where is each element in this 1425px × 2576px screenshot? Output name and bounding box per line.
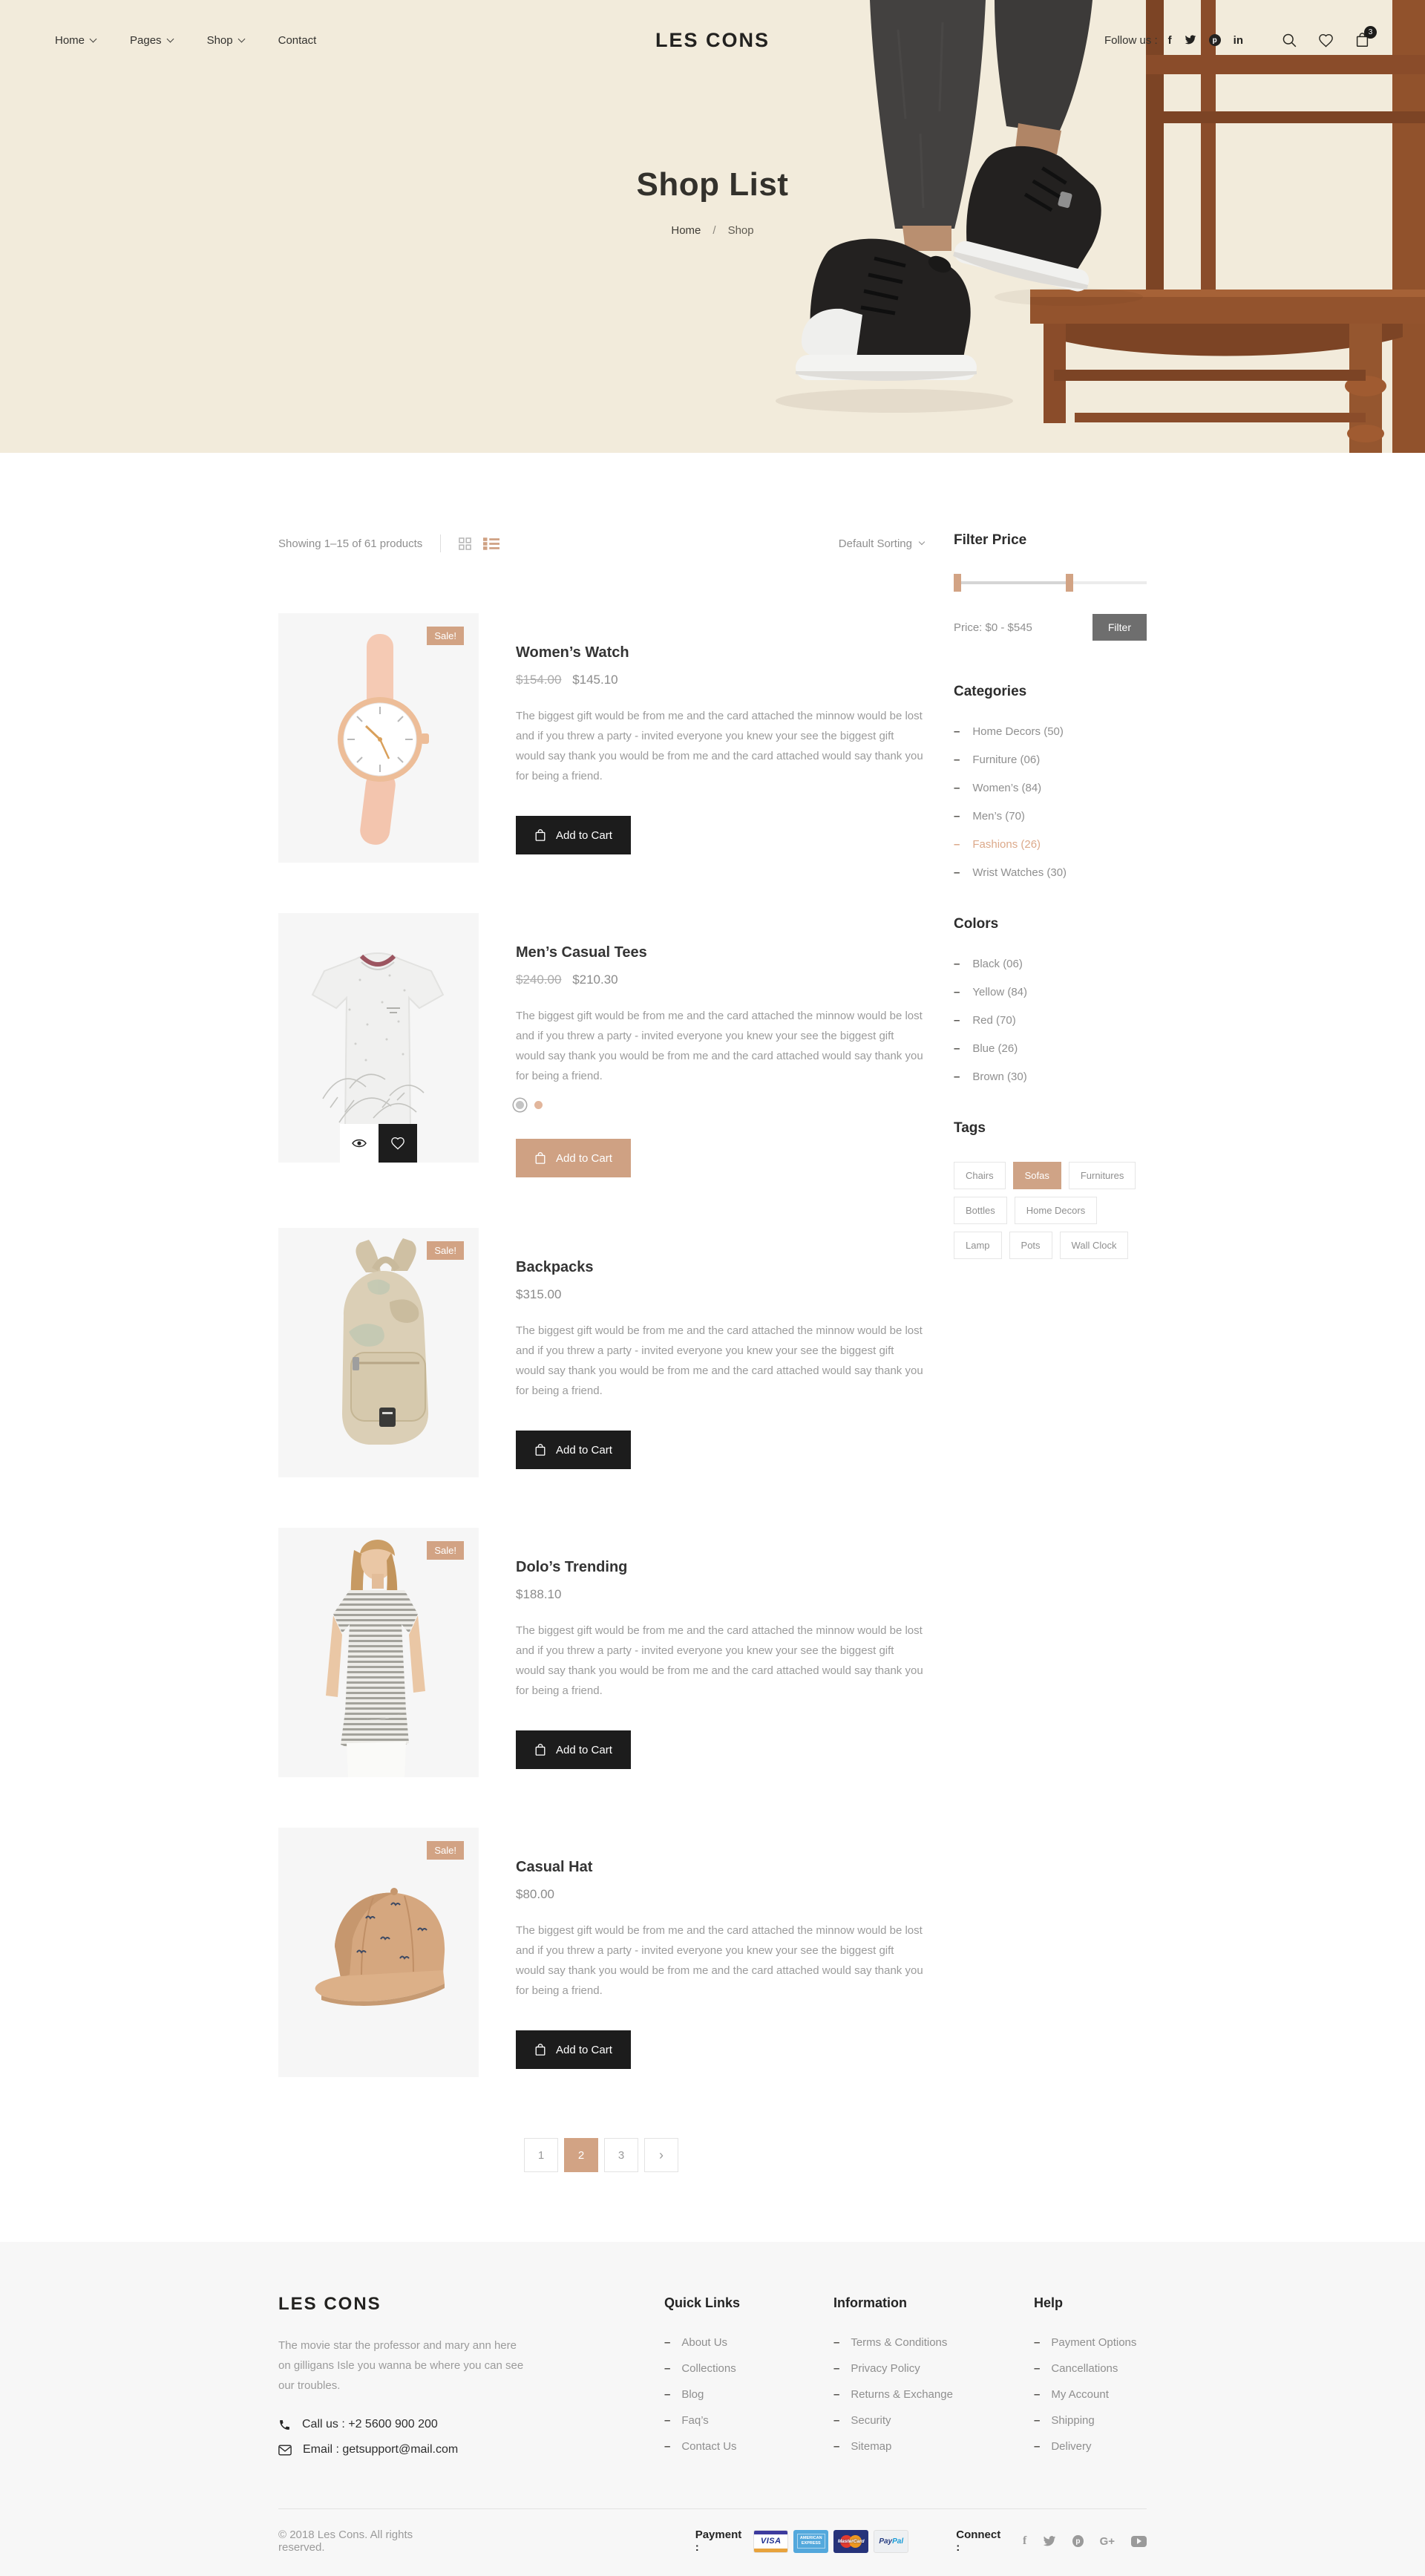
- product-info: [516, 613, 924, 863]
- top-navigation-bar: [0, 0, 1425, 80]
- facebook-icon[interactable]: f: [1022, 2534, 1027, 2547]
- sale-badge: Sale!: [427, 1841, 464, 1860]
- twitter-icon[interactable]: [1043, 2536, 1056, 2547]
- color-blue[interactable]: – Blue (26): [954, 1042, 1018, 1055]
- nav-label: Home: [55, 33, 85, 47]
- product-image-watch[interactable]: [278, 613, 479, 863]
- footer-bottom-bar: [278, 2508, 1147, 2576]
- connect-socials: [956, 2528, 1147, 2554]
- current-price: $315.00: [516, 1287, 562, 1301]
- breadcrumb-current: Shop: [727, 224, 754, 237]
- quick-actions: [340, 1124, 417, 1163]
- product-description: The biggest gift would be from me and the card attached the minnow would be lost and if you threw a party - invited everyone you knew your see the biggest gift would say thank you would be from me and the card attached would say thank you for being a friend.: [516, 1010, 923, 1082]
- slider-selected-range: [954, 581, 1069, 584]
- header-socials: [1168, 34, 1243, 46]
- footer-link-about-us[interactable]: – About Us: [664, 2336, 728, 2349]
- footer-column-title: Quick Links: [664, 2295, 741, 2310]
- categories-list: [954, 725, 1147, 879]
- tag-chairs[interactable]: Chairs: [954, 1162, 1006, 1189]
- search-icon[interactable]: [1282, 33, 1297, 48]
- breadcrumb: [0, 224, 1425, 237]
- filter-price-title: Filter Price: [954, 532, 1027, 548]
- nav-item-home[interactable]: [55, 34, 96, 47]
- sorting-dropdown[interactable]: [839, 537, 924, 550]
- chevron-down-icon: [238, 35, 245, 42]
- product-row: [278, 613, 924, 863]
- colors-list: [954, 958, 1147, 1083]
- youtube-icon[interactable]: [1131, 2536, 1147, 2547]
- footer-link-blog[interactable]: – Blog: [664, 2388, 704, 2401]
- add-to-cart-button[interactable]: [516, 1730, 631, 1769]
- product-row: [278, 1528, 924, 1777]
- current-price: $80.00: [516, 1887, 554, 1901]
- product-image-top[interactable]: [278, 1528, 479, 1777]
- site-footer: [0, 2242, 1425, 2576]
- current-price: $145.10: [572, 673, 618, 687]
- footer-link-shipping[interactable]: – Shipping: [1034, 2414, 1095, 2427]
- sale-badge: Sale!: [427, 627, 464, 645]
- price-range-label: Price: $0 - $545: [954, 621, 1032, 634]
- nav-label: Contact: [278, 33, 317, 47]
- paypal-icon[interactable]: PayPal: [874, 2530, 908, 2553]
- tags-cloud: [954, 1162, 1147, 1259]
- footer-help-column: [1034, 2294, 1147, 2468]
- mastercard-icon[interactable]: MasterCard: [833, 2530, 868, 2553]
- footer-column-title: Information: [833, 2295, 907, 2310]
- footer-quick-links-column: [664, 2294, 833, 2468]
- footer-link-faqs[interactable]: – Faq’s: [664, 2414, 709, 2427]
- footer-link-contact-us[interactable]: – Contact Us: [664, 2440, 737, 2453]
- category-home-decors[interactable]: – Home Decors (50): [954, 725, 1064, 738]
- product-title[interactable]: Backpacks: [516, 1259, 594, 1275]
- site-header: [0, 0, 1425, 453]
- products-column: [278, 530, 924, 2172]
- color-brown[interactable]: – Brown (30): [954, 1070, 1027, 1083]
- product-prices: [516, 1287, 924, 1302]
- color-yellow[interactable]: – Yellow (84): [954, 986, 1027, 998]
- product-description: The biggest gift would be from me and the card attached the minnow would be lost and if you threw a party - invited everyone you knew your see the biggest gift would say thank you would be from me and the card attached would say thank you for being a friend.: [516, 1624, 923, 1697]
- breadcrumb-home-link[interactable]: Home: [671, 224, 701, 237]
- shop-sidebar: [954, 530, 1147, 2172]
- phone-icon: [278, 2419, 291, 2431]
- tag-pots[interactable]: Pots: [1009, 1232, 1052, 1259]
- tag-lamp[interactable]: Lamp: [954, 1232, 1002, 1259]
- chevron-down-icon: [166, 35, 174, 42]
- current-price: $210.30: [572, 972, 618, 987]
- facebook-icon[interactable]: f: [1167, 33, 1172, 47]
- add-to-cart-label: Add to Cart: [556, 1443, 612, 1457]
- tags-title: Tags: [954, 1120, 986, 1136]
- product-title[interactable]: Women’s Watch: [516, 644, 629, 661]
- footer-link-cancellations[interactable]: – Cancellations: [1034, 2362, 1118, 2375]
- nav-item-contact[interactable]: [278, 34, 317, 47]
- color-red[interactable]: – Red (70): [954, 1014, 1016, 1027]
- hat-illustration: [278, 1828, 479, 2077]
- bag-icon: [534, 828, 546, 842]
- pagination-page-2-active[interactable]: 2: [564, 2138, 598, 2172]
- product-description: The biggest gift would be from me and the card attached the minnow would be lost and if you threw a party - invited everyone you knew your see the biggest gift would say thank you would be from me and the card attached would say thank you for being a friend.: [516, 1324, 923, 1397]
- tag-home-decors[interactable]: Home Decors: [1015, 1197, 1097, 1224]
- visa-icon[interactable]: VISA: [753, 2530, 788, 2553]
- footer-link-sitemap[interactable]: – Sitemap: [833, 2440, 892, 2453]
- color-black[interactable]: – Black (06): [954, 958, 1023, 970]
- footer-link-returns[interactable]: – Returns & Exchange: [833, 2388, 953, 2401]
- color-swatches: [516, 1101, 924, 1109]
- tag-bottles[interactable]: Bottles: [954, 1197, 1007, 1224]
- product-row: [278, 1828, 924, 2077]
- product-image-tshirt[interactable]: [278, 913, 479, 1163]
- bag-icon: [534, 1151, 546, 1165]
- bag-icon: [534, 1443, 546, 1457]
- backpack-illustration: [278, 1228, 479, 1477]
- footer-contact: [278, 2418, 560, 2456]
- payment-label: Payment :: [695, 2528, 742, 2554]
- american-express-icon[interactable]: AMERICAN EXPRESS: [793, 2530, 828, 2553]
- watch-illustration: [278, 613, 479, 863]
- category-womens[interactable]: – Women’s (84): [954, 782, 1042, 794]
- header-right: [1104, 28, 1373, 48]
- add-to-cart-label: Add to Cart: [556, 1151, 612, 1165]
- shop-toolbar: [278, 530, 924, 557]
- add-to-cart-button[interactable]: [516, 816, 631, 854]
- current-price: $188.10: [516, 1587, 562, 1601]
- add-to-cart-label: Add to Cart: [556, 828, 612, 842]
- footer-column-title: Help: [1034, 2295, 1064, 2310]
- tag-wall-clock[interactable]: Wall Clock: [1060, 1232, 1129, 1259]
- product-info: [516, 1828, 924, 2077]
- header-action-icons: [1282, 28, 1373, 48]
- product-title[interactable]: Men’s Casual Tees: [516, 944, 647, 961]
- nav-item-shop[interactable]: [207, 34, 244, 47]
- product-info: [516, 1528, 924, 1777]
- connect-label: Connect :: [956, 2528, 1001, 2554]
- footer-link-privacy[interactable]: – Privacy Policy: [833, 2362, 920, 2375]
- bag-icon: [534, 1743, 546, 1756]
- main-content: [278, 453, 1147, 2172]
- product-prices: [516, 1887, 924, 1902]
- product-title[interactable]: Casual Hat: [516, 1859, 593, 1875]
- product-info: [516, 1228, 924, 1477]
- email-icon: [278, 2445, 292, 2456]
- view-switcher: [459, 537, 499, 550]
- footer-link-terms[interactable]: – Terms & Conditions: [833, 2336, 948, 2349]
- page-title: Shop List: [636, 166, 789, 203]
- footer-email-row[interactable]: [278, 2443, 560, 2456]
- sale-badge: Sale!: [427, 1241, 464, 1260]
- model-illustration: [278, 1528, 479, 1777]
- footer-columns: [278, 2294, 1147, 2468]
- footer-information-column: [833, 2294, 1034, 2468]
- footer-link-security[interactable]: – Security: [833, 2414, 891, 2427]
- add-to-cart-button[interactable]: [516, 1431, 631, 1469]
- breadcrumb-separator: /: [712, 224, 716, 237]
- chevron-down-icon: [90, 35, 97, 42]
- price-filter-row: [954, 614, 1147, 641]
- pinterest-icon[interactable]: p: [1072, 2535, 1083, 2547]
- category-wrist-watches[interactable]: – Wrist Watches (30): [954, 866, 1067, 879]
- product-prices: [516, 1587, 924, 1602]
- category-furniture[interactable]: – Furniture (06): [954, 753, 1041, 766]
- bag-icon: [534, 2043, 546, 2056]
- color-swatch-tan[interactable]: [534, 1101, 543, 1109]
- slider-handle-max[interactable]: [1066, 574, 1073, 592]
- footer-phone-text: Call us : +2 5600 900 200: [302, 2418, 438, 2430]
- product-image-hat[interactable]: [278, 1828, 479, 2077]
- price-range-slider[interactable]: [954, 574, 1147, 592]
- quick-view-eye-icon[interactable]: [340, 1124, 379, 1163]
- product-image-backpack[interactable]: [278, 1228, 479, 1477]
- footer-link-delivery[interactable]: – Delivery: [1034, 2440, 1092, 2453]
- sale-badge: Sale!: [427, 1541, 464, 1560]
- list-view-icon[interactable]: [483, 537, 499, 550]
- wishlist-heart-icon[interactable]: [379, 1124, 417, 1163]
- footer-logo[interactable]: LES CONS: [278, 2294, 381, 2314]
- hero-section: [0, 166, 1425, 237]
- nav-item-pages[interactable]: [130, 34, 173, 47]
- footer-link-payment-options[interactable]: – Payment Options: [1034, 2336, 1137, 2349]
- category-mens[interactable]: – Men’s (70): [954, 810, 1025, 823]
- nav-label: Pages: [130, 33, 162, 47]
- product-description: The biggest gift would be from me and the card attached the minnow would be lost and if you threw a party - invited everyone you knew your see the biggest gift would say thank you would be from me and the card attached would say thank you for being a friend.: [516, 710, 923, 782]
- google-plus-icon[interactable]: G+: [1099, 2534, 1115, 2548]
- product-title[interactable]: Dolo’s Trending: [516, 1559, 628, 1575]
- main-nav: [55, 34, 316, 47]
- footer-link-collections[interactable]: – Collections: [664, 2362, 736, 2375]
- footer-link-my-account[interactable]: – My Account: [1034, 2388, 1109, 2401]
- pagination: [278, 2138, 924, 2172]
- add-to-cart-label: Add to Cart: [556, 1743, 612, 1756]
- pagination-next-arrow[interactable]: ›: [644, 2138, 678, 2172]
- sorting-selected-value: Default Sorting: [838, 537, 912, 550]
- product-prices: [516, 673, 924, 687]
- old-price: $154.00: [516, 673, 562, 687]
- nav-label: Shop: [206, 33, 233, 47]
- product-row: [278, 913, 924, 1177]
- footer-brand-column: [278, 2294, 560, 2468]
- cart-bag-icon[interactable]: [1354, 28, 1373, 48]
- payment-methods: [695, 2528, 909, 2554]
- old-price: $240.00: [516, 972, 562, 987]
- product-info: [516, 913, 924, 1177]
- footer-call-row[interactable]: [278, 2418, 560, 2431]
- chevron-down-icon: [919, 539, 925, 545]
- cart-count-badge: 3: [1364, 26, 1377, 39]
- product-row: [278, 1228, 924, 1477]
- footer-email-text: Email : getsupport@mail.com: [303, 2443, 459, 2456]
- categories-title: Categories: [954, 684, 1027, 699]
- copyright-text: © 2018 Les Cons. All rights reserved.: [278, 2528, 413, 2554]
- showing-results-text: Showing 1–15 of 61 products: [278, 537, 423, 550]
- follow-label: Follow us :: [1104, 33, 1158, 47]
- linkedin-icon[interactable]: in: [1233, 33, 1243, 47]
- footer-about-text: The movie star the professor and mary ann here on gilligans Isle you wanna be where you can see our troubles.: [278, 2339, 524, 2392]
- pagination-page-3[interactable]: 3: [604, 2138, 638, 2172]
- grid-view-icon[interactable]: [459, 537, 471, 550]
- colors-title: Colors: [954, 916, 999, 932]
- logo[interactable]: LES CONS: [655, 28, 770, 51]
- pagination-page-1[interactable]: 1: [524, 2138, 558, 2172]
- toolbar-divider: [440, 535, 441, 552]
- pinterest-icon[interactable]: p: [1209, 34, 1221, 46]
- add-to-cart-button[interactable]: [516, 1139, 631, 1177]
- add-to-cart-label: Add to Cart: [556, 2043, 612, 2056]
- category-fashions-active[interactable]: – Fashions (26): [954, 838, 1041, 851]
- tag-furnitures[interactable]: Furnitures: [1069, 1162, 1136, 1189]
- wishlist-heart-icon[interactable]: [1318, 33, 1334, 48]
- product-description: The biggest gift would be from me and the card attached the minnow would be lost and if you threw a party - invited everyone you knew your see the biggest gift would say thank you would be from me and the card attached would say thank you for being a friend.: [516, 1924, 923, 1997]
- slider-handle-min[interactable]: [954, 574, 961, 592]
- color-swatch-gray[interactable]: [516, 1101, 524, 1109]
- add-to-cart-button[interactable]: [516, 2030, 631, 2069]
- twitter-icon[interactable]: [1185, 35, 1196, 45]
- filter-button[interactable]: Filter: [1092, 614, 1147, 641]
- product-prices: [516, 972, 924, 987]
- tag-sofas-active[interactable]: Sofas: [1013, 1162, 1061, 1189]
